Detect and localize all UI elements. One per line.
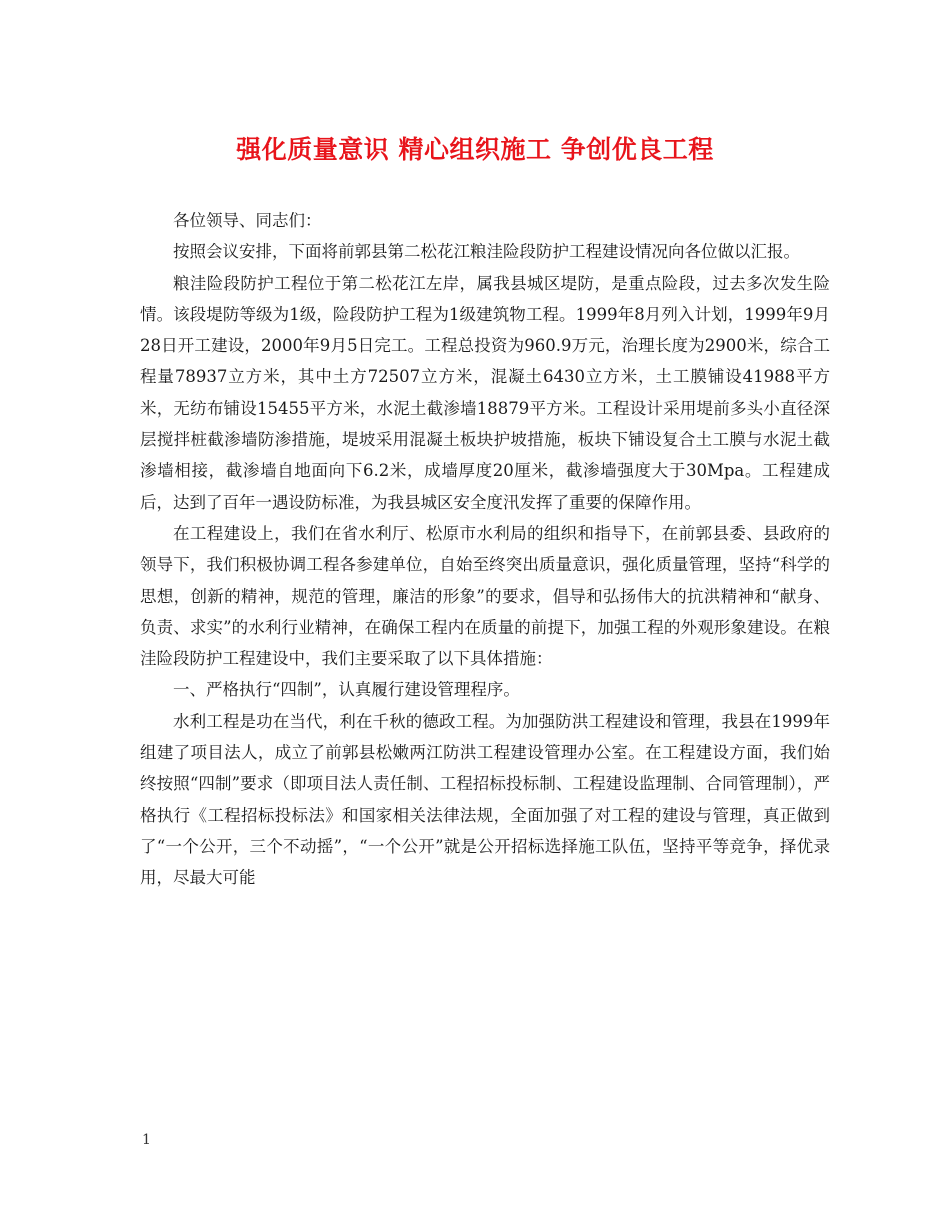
document-title: 强化质量意识 精心组织施工 争创优良工程	[236, 135, 714, 164]
four-systems-paragraph: 水利工程是功在当代，利在千秋的德政工程。为加强防洪工程建设和管理，我县在1999年组建了项目法人，成立了前郭县松嫩两江防洪工程建设管理办公室。在工程建设方面，我们始终按照“四制”要求（即项目法人责任制、工程招标投标制、工程建设监理制、合同管理制），严格执行《工程招标投标法》和国家相关法律法规，全面加强了对工程的建设与管理，真正做到了“一个公开，三个不动摇”，“一个公开”就是公开招标选择施工队伍，坚持平等竞争，择优录用，尽最大可能	[140, 711, 830, 888]
project-overview-paragraph: 粮洼险段防护工程位于第二松花江左岸，属我县城区堤防，是重点险段，过去多次发生险情。该段堤防等级为1级，险段防护工程为1级建筑物工程。1999年8月列入计划，1999年9月28日开工建设，2000年9月5日完工。工程总投资为960.9万元，治理长度为2900米，综合工程量78937立方米，其中土方72507立方米，混凝土6430立方米，土工膜铺设41988平方米，无纺布铺设15455平方米，水泥土截渗墙18879平方米。工程设计采用堤前多头小直径深层搅拌桩截渗墙防渗措施，堤坡采用混凝土板块护坡措施，板块下铺设复合土工膜与水泥土截渗墙相接，截渗墙自地面向下6.2米，成墙厚度20厘米，截渗墙强度大于30Mpa。工程建成后，达到了百年一遇设防标准，为我县城区安全度汛发挥了重要的保障作用。	[140, 273, 830, 512]
document-body	[140, 205, 830, 894]
construction-management-paragraph: 在工程建设上，我们在省水利厅、松原市水利局的组织和指导下，在前郭县委、县政府的领导下，我们积极协调工程各参建单位，自始至终突出质量意识，强化质量管理，坚持“科学的思想，创新的精神，规范的管理，廉洁的形象”的要求，倡导和弘扬伟大的抗洪精神和“献身、负责、求实”的水利行业精神，在确保工程内在质量的前提下，加强工程的外观形象建设。在粮洼险段防护工程建设中，我们主要采取了以下具体措施：	[140, 523, 830, 669]
page-number: 1	[142, 1132, 151, 1148]
intro-paragraph: 按照会议安排，下面将前郭县第二松花江粮洼险段防护工程建设情况向各位做以汇报。	[173, 242, 800, 262]
section-heading-one: 一、严格执行“四制”，认真履行建设管理程序。	[173, 680, 520, 700]
salutation-paragraph: 各位领导、同志们：	[173, 211, 322, 230]
